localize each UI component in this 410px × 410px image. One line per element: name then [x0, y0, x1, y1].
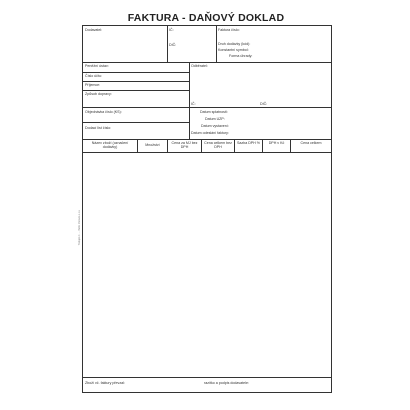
delivery-note-label: Dodací list číslo:	[85, 126, 112, 130]
sent-date-label: Datum odeslání faktury:	[191, 131, 229, 135]
duzp-label: Datum UZP:	[205, 117, 225, 121]
account-number-label: Číslo účtu:	[85, 74, 102, 78]
invoice-number-label: Faktura číslo:	[218, 28, 240, 32]
rule-bank	[83, 72, 189, 73]
col-vat-amount: DPH v Kč	[268, 141, 285, 145]
recipient-label: Příjemce:	[85, 83, 101, 87]
customer-dic-label: DIČ:	[260, 102, 268, 106]
rule-top-split-1	[167, 26, 168, 62]
payment-form-label: Forma úhrady:	[229, 54, 253, 58]
rule-dates-bottom	[83, 139, 331, 140]
document-title: FAKTURA - DAŇOVÝ DOKLAD	[127, 12, 285, 24]
dispatch-method-label: Způsob dopravy:	[85, 92, 112, 96]
rule-col-3	[201, 139, 202, 152]
customer-label: Odběratel:	[191, 64, 208, 68]
rule-col-2	[167, 139, 168, 152]
rule-col-6	[290, 139, 291, 152]
rule-col-5	[262, 139, 263, 152]
customer-ico-label: IČ:	[191, 102, 196, 106]
rule-table-header	[83, 152, 331, 153]
col-quantity: Množství	[145, 143, 160, 147]
invoice-form	[82, 25, 332, 393]
dic-label: DIČ:	[169, 43, 177, 47]
supplier-label: Dodavatel:	[85, 28, 103, 32]
side-print-text: Tiskopis č. ... Baltic Moravia s.r.o.	[78, 209, 82, 246]
rule-recipient	[83, 90, 189, 91]
stamp-signature-label: razítko a podpis dodavatele:	[204, 381, 249, 385]
rule-col-4	[234, 139, 235, 152]
constant-symbol-label: Konstantní symbol:	[218, 48, 249, 52]
col-goods: Název zboží (označení dodávky)	[91, 141, 129, 149]
rule-account	[83, 81, 189, 82]
rule-order	[83, 122, 189, 123]
delivery-type-label: Druh dodávky (kód):	[218, 42, 251, 46]
col-total: Cena celkem	[300, 141, 322, 145]
issue-date-label: Datum vystavení:	[201, 124, 229, 128]
col-unit-price: Cena za MJ bez DPH	[171, 141, 198, 149]
rule-mid-split	[189, 62, 190, 139]
order-number-label: Objednávka číslo (KS):	[85, 110, 122, 114]
received-by-label: Zboží vč. faktury převzal:	[85, 381, 125, 385]
rule-customer-bottom	[83, 107, 331, 108]
col-vat-rate: Sazba DPH %	[237, 141, 260, 145]
col-total-no-vat: Cena celkem bez DPH	[204, 141, 232, 149]
due-date-label: Datum splatnosti:	[200, 110, 228, 114]
ico-label: IČ:	[169, 28, 174, 32]
rule-header-bottom	[83, 62, 331, 63]
rule-top-split-2	[216, 26, 217, 62]
bank-label: Peněžní ústav:	[85, 64, 109, 68]
side-print-note	[76, 209, 82, 250]
rule-footer	[83, 377, 331, 378]
